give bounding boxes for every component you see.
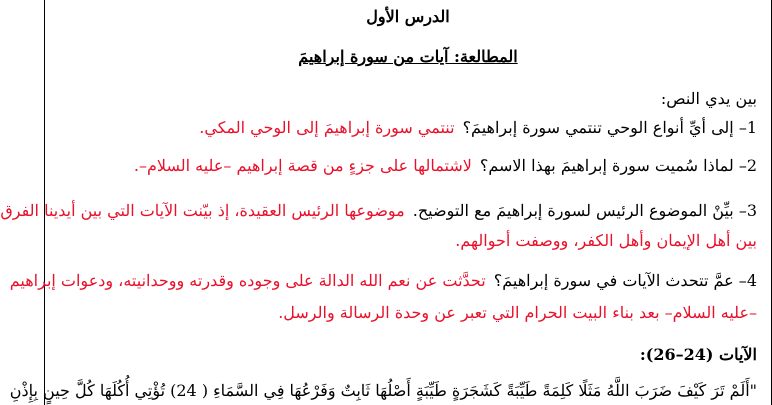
question-2-text: 2– لماذا سُميت سورة إبراهيمَ بهذا الاسم؟ bbox=[479, 156, 757, 175]
lesson-title: الدرس الأول bbox=[366, 7, 450, 26]
answer-3-line-1: موضوعها الرئيس العقيدة، إذ بيّنت الآيات التي بين أيدينا الفرق bbox=[0, 201, 405, 220]
question-3-text: 3– بيِّنْ الموضوع الرئيس لسورة إبراهيمَ مع التوضيح. bbox=[412, 201, 757, 220]
verses-text: "أَلَمْ تَرَ كَيْفَ ضَرَبَ اللَّهُ مَثَلًا كَلِمَةً طَيِّبَةً كَشَجَرَةٍ طَيِّبَةٍ أَصْلُهَا ثَابِتٌ وَفَرْعُهَا فِي السَّمَاءِ ( 24) تُؤْتِي أُكُلَهَا كُلَّ حِينٍ بِإِذْنِ bbox=[9, 381, 757, 400]
question-4 bbox=[9, 270, 757, 292]
answer-3-line-2: بين أهل الإيمان وأهل الكفر، ووصفت أحوالهم. bbox=[455, 231, 757, 250]
lesson-subtitle: المطالعة: آيات من سورة إبراهيمَ bbox=[298, 47, 518, 66]
verses-heading: الآيات (24–26): bbox=[639, 345, 757, 364]
question-1 bbox=[55, 117, 757, 139]
answer-1: تنتمي سورة إبراهيمَ إلى الوحي المكي. bbox=[199, 118, 455, 137]
answer-4-line-2: –عليه السلام– بعد بناء البيت الحرام التي تعبر عن وحدة الرسالة والرسل. bbox=[278, 303, 757, 322]
question-3 bbox=[0, 200, 757, 222]
question-2 bbox=[55, 155, 757, 177]
intro-heading: بين يدي النص: bbox=[660, 89, 757, 108]
answer-2: لاشتمالها على جزءٍ من قصة إبراهيم –عليه السلام–. bbox=[133, 156, 472, 175]
question-1-text: 1– إلى أيِّ أنواع الوحي تنتمي سورة إبراهيمَ؟ bbox=[462, 118, 757, 137]
answer-4-line-1: تحدَّثت عن نعم الله الدالة على وجوده وقدرته ووحدانيته، ودعوات إبراهيم bbox=[9, 271, 486, 290]
question-4-text: 4– عمَّ تتحدث الآيات في سورة إبراهيمَ؟ bbox=[493, 271, 757, 290]
